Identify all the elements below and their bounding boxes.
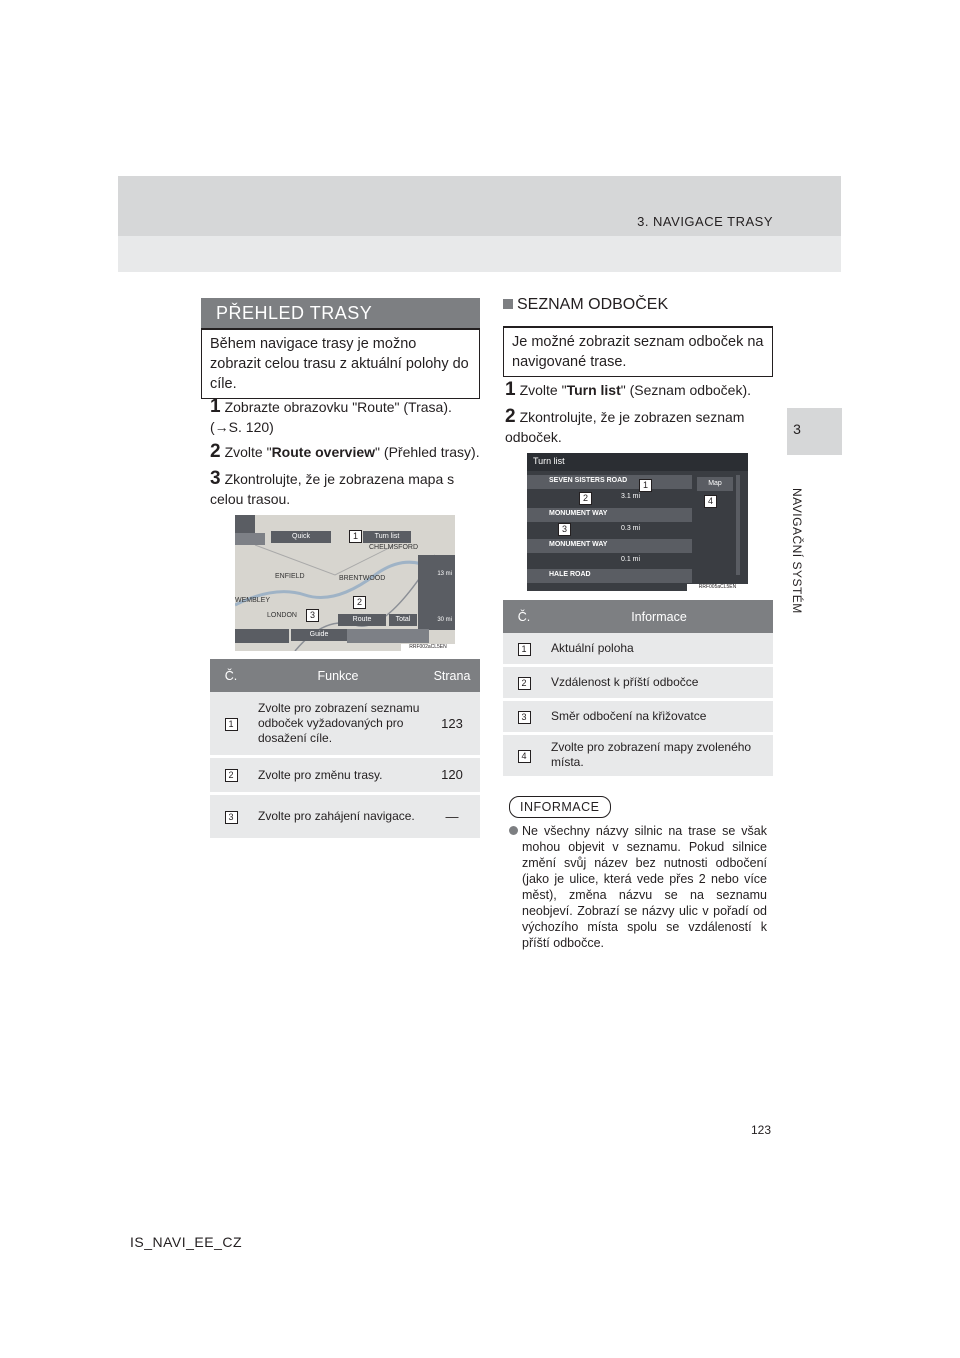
row-number: 3 — [518, 711, 531, 724]
document-code: IS_NAVI_EE_CZ — [130, 1234, 243, 1250]
road-distance: 3.1 mi — [621, 493, 641, 500]
route-overview-screenshot — [235, 515, 455, 651]
step-number: 1 — [210, 396, 221, 417]
map-label: ENFIELD — [275, 573, 305, 580]
page-number: 123 — [750, 1123, 771, 1137]
row-number: 2 — [518, 677, 531, 690]
row-number: 4 — [518, 750, 531, 763]
step-number: 1 — [505, 379, 516, 400]
road-row — [527, 569, 692, 583]
step-key: Turn list — [566, 382, 621, 398]
info-table — [503, 600, 773, 779]
zoom-controls — [235, 629, 289, 643]
turn-list-intro — [503, 326, 773, 377]
road-row — [527, 539, 692, 553]
image-code: RRF005aCL5EN — [687, 584, 748, 591]
callout-2: 2 — [353, 596, 366, 609]
screen-title-bar — [527, 453, 748, 471]
route-overview-section — [201, 298, 480, 399]
callout-3: 3 — [558, 523, 571, 536]
road-name: SEVEN SISTERS ROAD — [549, 477, 628, 484]
table-row — [210, 756, 480, 793]
distance-label: 30 mi — [437, 617, 452, 623]
row-number: 2 — [225, 769, 238, 782]
callout-1: 1 — [349, 530, 362, 543]
row-page: — — [424, 793, 480, 839]
step-text-pre: Zvolte " — [224, 444, 272, 460]
row-number: 1 — [518, 643, 531, 656]
step-key: Route overview — [271, 444, 376, 460]
road-name: MONUMENT WAY — [549, 510, 608, 517]
map-button[interactable]: Map — [697, 477, 733, 491]
row-info: Vzdálenost k příští odbočce — [545, 665, 773, 699]
table-row — [210, 692, 480, 756]
note-label — [509, 796, 611, 818]
callout-3: 3 — [306, 609, 319, 622]
table-row — [210, 793, 480, 839]
page-header — [118, 176, 841, 272]
map-label: LONDON — [267, 612, 297, 619]
step-1 — [210, 397, 480, 437]
scale-bar — [347, 629, 429, 643]
turn-list-button[interactable]: Turn list — [363, 531, 411, 543]
note-pill: INFORMACE — [509, 796, 611, 818]
route-button[interactable]: Route — [338, 614, 386, 626]
road-distance: 0.1 mi — [621, 556, 641, 563]
section-heading: PŘEHLED TRASY — [201, 298, 480, 328]
row-function: Zvolte pro zobrazení seznamu odboček vyžadovaných pro dosažení cíle. — [252, 692, 424, 756]
step-number: 2 — [210, 441, 221, 462]
row-info: Zvolte pro zobrazení mapy zvoleného místa. — [545, 733, 773, 777]
subsection-heading — [503, 294, 773, 316]
square-bullet-icon — [503, 299, 513, 309]
row-info: Aktuální poloha — [545, 633, 773, 665]
subsection-heading-text: SEZNAM ODBOČEK — [517, 296, 669, 313]
row-page: 123 — [424, 692, 480, 756]
header-strip — [118, 236, 841, 272]
col-header: Strana — [424, 659, 480, 692]
section-title: 3. NAVIGACE TRASY — [637, 214, 773, 229]
step-text: Zobrazte obrazovku "Route" (Trasa). (→S. 120) — [210, 399, 452, 435]
function-table — [210, 659, 480, 841]
quick-button[interactable]: Quick — [271, 531, 331, 543]
col-header: Č. — [210, 659, 252, 692]
table-row — [503, 633, 773, 665]
step-number: 2 — [505, 406, 516, 427]
callout-4: 4 — [704, 495, 717, 508]
step-2 — [210, 442, 485, 462]
chapter-tab — [787, 408, 842, 455]
turn-list-screenshot — [527, 453, 748, 591]
step-text-pre: Zvolte " — [519, 382, 567, 398]
table-row — [503, 733, 773, 777]
row-function: Zvolte pro změnu trasy. — [252, 756, 424, 793]
callout-2: 2 — [579, 492, 592, 505]
screen-title: Turn list — [533, 456, 565, 466]
distance-label: 13 mi — [437, 571, 452, 577]
chapter-number: 3 — [793, 421, 801, 437]
road-row — [527, 508, 692, 522]
callout-1: 1 — [639, 479, 652, 492]
chapter-label — [780, 488, 810, 638]
step-text-post: " (Seznam odboček). — [620, 382, 752, 398]
table-row — [503, 699, 773, 733]
table-row — [503, 665, 773, 699]
map-label: WEMBLEY — [235, 597, 271, 604]
col-header: Č. — [503, 600, 545, 633]
road-name: MONUMENT WAY — [549, 541, 608, 548]
step-number: 3 — [210, 468, 221, 489]
row-page: 120 — [424, 756, 480, 793]
route-info-panel — [418, 555, 455, 630]
map-label: BRENTWOOD — [339, 575, 386, 582]
note-text: Ne všechny názvy silnic na trase se však mohou objevit v seznamu. Pokud silnice změní svůj název bez nutnosti odbočení (jako je ulice, která vede přes 2 nebo více měst), změna názvu se na seznamu neobjeví. Zobrazí se názvy ulic v pořadí od výchozího místa spolu se vzdáleností k příští odbočce. — [522, 824, 767, 950]
road-row — [527, 475, 692, 489]
step-2 — [505, 407, 773, 447]
road-name: HALE ROAD — [549, 571, 591, 578]
intro-box: Je možné zobrazit seznam odboček na navigované trase. — [503, 328, 773, 377]
row-number: 3 — [225, 811, 238, 824]
chapter-label-text: NAVIGAČNÍ SYSTÉM — [790, 488, 804, 614]
step-text-post: " (Přehled trasy). — [375, 444, 480, 460]
map-label: CHELMSFORD — [369, 544, 419, 551]
road-distance: 0.3 mi — [621, 525, 641, 532]
intro-box: Během navigace trasy je možno zobrazit celou trasu z aktuální polohy do cíle. — [201, 330, 480, 399]
step-text: Zkontrolujte, že je zobrazen seznam odboček. — [505, 409, 745, 445]
bullet-icon — [509, 826, 518, 835]
step-1 — [505, 380, 775, 400]
col-header: Informace — [545, 600, 773, 633]
scrollbar[interactable] — [736, 475, 740, 575]
row-info: Směr odbočení na křižovatce — [545, 699, 773, 733]
guide-button[interactable]: Guide — [291, 629, 347, 641]
image-code: RRF002aCL5EN — [401, 644, 455, 651]
step-3 — [210, 469, 480, 509]
col-header: Funkce — [252, 659, 424, 692]
note — [509, 823, 767, 951]
row-number: 1 — [225, 718, 238, 731]
total-button[interactable]: Total — [389, 614, 417, 626]
step-text: Zkontrolujte, že je zobrazena mapa s celou trasou. — [210, 471, 455, 507]
row-function: Zvolte pro zahájení navigace. — [252, 793, 424, 839]
